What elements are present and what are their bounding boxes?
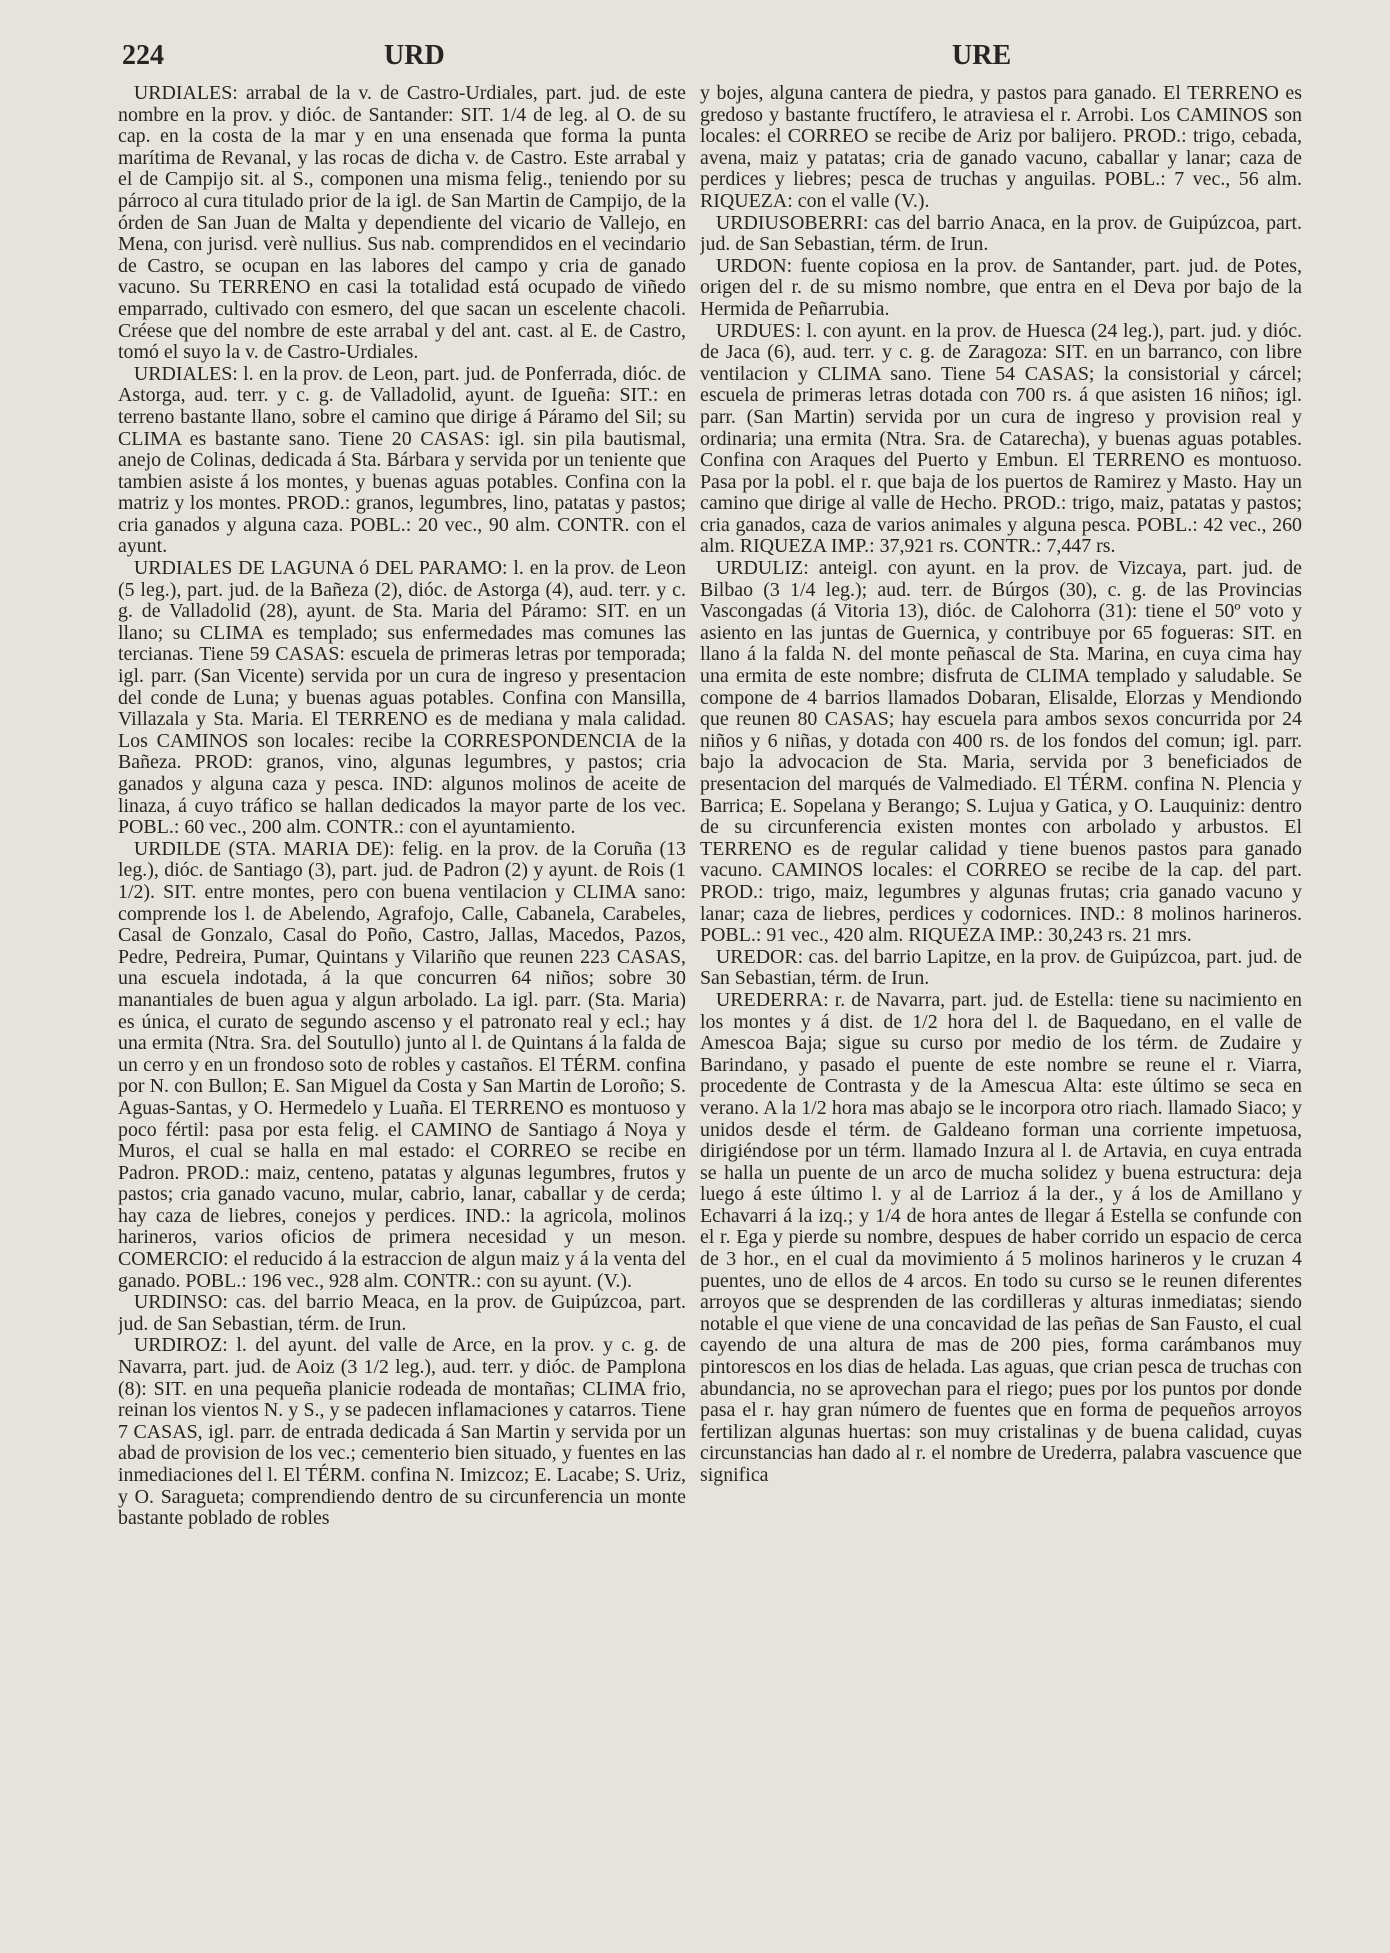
entry-urdues: URDUES: l. con ayunt. en la prov. de Huesca (24 leg.), part. jud. y dióc. de Jaca (6), aud. terr. y c. g. de Zaragoza: SIT. en un barranco, con libre ventilacion y CLIMA sano. Tiene 54 CASAS; la consistorial y cárcel; escuela de primeras letras dotada con 700 rs. á que asisten 16 niños; igl. parr. (San Martin) servida por un cura de ingreso y provision real y ordinaria; una ermita (Ntra. Sra. de Catarecha), y buenas aguas potables. Confina con Araques del Puerto y Embun. El TERRENO es montuoso. Pasa por la pobl. el r. que baja de los puertos de Ramirez y Masto. Hay un camino que dirige al valle de Hecho. PROD.: trigo, maiz, patatas y pastos; cria ganados, caza de varios animales y alguna pesca. POBL.: 42 vec., 260 alm. RIQUEZA IMP.: 37,921 rs. CONTR.: 7,447 rs.: [700, 319, 1302, 558]
page-header: [0, 40, 1390, 80]
right-running-head: URE: [952, 40, 1012, 71]
entry-urdiroz-continued: y bojes, alguna cantera de piedra, y pastos para ganado. El TERRENO es gredoso y bastante fructífero, le atraviesa el r. Arrobi. Los CAMINOS son locales: el CORREO se recibe de Ariz por balijero. PROD.: trigo, cebada, avena, maiz y patatas; cria de ganado vacuno, caballar y lanar; caza de perdices y liebres; pesca de truchas y anguilas. POBL.: 7 vec., 56 alm. RIQUEZA: con el valle (V.).: [700, 83, 1302, 212]
entry-urdiales-leon: URDIALES: l. en la prov. de Leon, part. jud. de Ponferrada, dióc. de Astorga, aud. terr. y c. g. de Valladolid, ayunt. de Igueña: SIT.: en terreno bastante llano, sobre el camino que dirige á Páramo del Sil; su CLIMA es bastante sano. Tiene 20 CASAS: igl. sin pila bautismal, anejo de Colinas, dedicada á Sta. Bárbara y servida por un teniente que tambien asiste á los montes, y buenas aguas potables. Confina con la matriz y los montes. PROD.: granos, legumbres, lino, patatas y pastos; cria ganados y alguna caza. POBL.: 20 vec., 90 alm. CONTR. con el ayunt.: [118, 362, 686, 558]
left-running-head: URD: [384, 40, 445, 71]
entry-urdiusoberri: URDIUSOBERRI: cas del barrio Anaca, en la prov. de Guipúzcoa, part. jud. de San Sebastian, térm. de Irun.: [700, 211, 1302, 256]
right-column: [700, 83, 1302, 1943]
entry-urdiales-castro: URDIALES: arrabal de la v. de Castro-Urdiales, part. jud. de este nombre en la prov. y dióc. de Santander: SIT. 1/4 de leg. al O. de su cap. en la costa de la mar y en una ensenada que forma la punta marítima de Revanal, y las rocas de dicha v. de Castro. Este arrabal y el de Campijo sit. al S., componen una misma felig., teniendo por su párroco al cura titulado prior de la igl. de San Martin de Campijo, de la órden de San Juan de Malta y dependiente del vicario de Vallejo, en Mena, con jurisd. verè nullius. Sus nab. comprendidos en el vecindario de Castro, se ocupan en las labores del campo y cria de ganado vacuno. Su TERRENO en casi la totalidad está ocupado de viñedo emparrado, cultivado con esmero, del que sacan un escelente chacoli. Créese que del nombre de este arrabal y del ant. cast. al E. de Castro, tomó el suyo la v. de Castro-Urdiales.: [118, 83, 686, 364]
entry-urdinso: URDINSO: cas. del barrio Meaca, en la prov. de Guipúzcoa, part. jud. de San Sebastian, térm. de Irun.: [118, 1291, 686, 1335]
entry-urdilde: URDILDE (STA. MARIA DE): felig. en la prov. de la Coruña (13 leg.), dióc. de Santiago (3), part. jud. de Padron (2) y ayunt. de Rois (1 1/2). SIT. entre montes, pero con buena ventilacion y CLIMA sano: comprende los l. de Abelendo, Agrafojo, Calle, Cabanela, Carabeles, Casal de Gonzalo, Casal do Poño, Castro, Jallas, Macedos, Pazos, Pedre, Pedreira, Pumar, Quintans y Vilariño que reunen 223 CASAS, una escuela indotada, á la que concurren 64 niños; sobre 30 manantiales de buen agua y algun arbolado. La igl. parr. (Sta. Maria) es única, el curato de segundo ascenso y el patronato real y ecl.; hay una ermita (Ntra. Sra. del Soutullo) junto al l. de Quintans á la falda de un cerro y en un frondoso soto de robles y castaños. El TÉRM. confina por N. con Bullon; E. San Miguel da Costa y San Martin de Loroño; S. Aguas-Santas, y O. Hermedelo y Luaña. El TERRENO es montuoso y poco fértil: pasa por esta felig. el CAMINO de Santiago á Noya y Muros, el cual se halla en mal estado: el CORREO se recibe en Padron. PROD.: maiz, centeno, patatas y algunas legumbres, frutos y pastos; cria ganado vacuno, mular, cabrio, lanar, caballar y de cerda; hay caza de liebres, conejos y perdices. IND.: la agricola, molinos harineros, varios oficios de primera necesidad y un meson. COMERCIO: el reducido á la estraccion de algun maiz y á la venta del ganado. POBL.: 196 vec., 928 alm. CONTR.: con su ayunt. (V.).: [118, 837, 686, 1292]
entry-urederra: UREDERRA: r. de Navarra, part. jud. de Estella: tiene su nacimiento en los montes y á dist. de 1/2 hora del l. de Baquedano, en el valle de Amescoa Baja; sigue su curso por medio de los térm. de Zudaire y Barindano, y pasado el puente de este nombre se reune el r. Viarra, procedente de Contrasta y de la Amescua Alta: este último se seca en verano. A la 1/2 hora mas abajo se le incorpora otro riach. llamado Siaco; y unidos desde el térm. de Galdeano forman una corriente impetuosa, dirigiéndose por un térm. llamado Inzura al l. de Artavia, en cuya entrada se halla un puente de un arco de mucha solidez y buena estructura: deja luego á este último l. y al de Larrioz á la der., y á los de Amillano y Echavarri á la izq.; y 1/4 de hora antes de llegar á Estella se confunde con el r. Ega y pierde su nombre, despues de haber corrido un espacio de cerca de 3 hor., en el cual da movimiento á 5 molinos harineros y le cruzan 4 puentes, uno de ellos de 4 arcos. En todo su curso se le reunen diferentes arroyos que se desprenden de las cordilleras y alturas inmediatas; siendo notable el que viene de una concavidad de las peñas de San Fausto, el cual cayendo de una altura de mas de 200 pies, forma carámbanos muy pintorescos en los dias de helada. Las aguas, que crian pesca de truchas con abundancia, no se aprovechan para el riego; pues por los puntos por donde pasa el r. hay gran número de fuentes que en forma de pequeños arroyos fertilizan algunas huertas: son muy cristalinas y de buena calidad, cuyas circunstancias han dado al r. el nombre de Urederra, palabra vascuence que significa: [700, 988, 1302, 1486]
entry-urduliz: URDULIZ: anteigl. con ayunt. en la prov. de Vizcaya, part. jud. de Bilbao (3 1/4 leg.); aud. terr. de Búrgos (30), c. g. de las Provincias Vascongadas (á Vitoria 13), dióc. de Calohorra (31): tiene el 50º voto y asiento en las juntas de Guernica, y contribuye por 65 fogueras: SIT. en llano á la falda N. del monte peñascal de Sta. Marina, en cuya cima hay una ermita de este nombre; disfruta de CLIMA templado y saludable. Se compone de 4 barrios llamados Dobaran, Elisalde, Elorzas y Mendiondo que reunen 80 CASAS; hay escuela para ambos sexos concurrida por 24 niños y 6 niñas, y dotada con 400 rs. de los fondos del comun; igl. parr. bajo la advocacion de Sta. Maria, servida por 3 beneficiados de presentacion del marqués de Valmediado. El TÉRM. confina N. Plencia y Barrica; E. Sopelana y Berango; S. Lujua y Gatica, y O. Lauquiniz: dentro de su circunferencia existen montes con arbolado y arbustos. El TERRENO es de regular calidad y tiene buenos pastos para ganado vacuno. CAMINOS locales: el CORREO se recibe de la cap. del part. PROD.: trigo, maiz, legumbres y algunas frutas; cria ganado vacuno y lanar; caza de liebres, perdices y codornices. IND.: 8 molinos harineros. POBL.: 91 vec., 420 alm. RIQUEZA IMP.: 30,243 rs. 21 mrs.: [700, 557, 1302, 947]
page-number: 224: [122, 40, 164, 71]
left-column: [118, 83, 686, 1943]
entry-urdon: URDON: fuente copiosa en la prov. de Santander, part. jud. de Potes, origen del r. de su mismo nombre, que entra en el Deva por bajo de la Hermida de Peñarrubia.: [700, 254, 1302, 320]
entry-urdiroz: URDIROZ: l. del ayunt. del valle de Arce, en la prov. y c. g. de Navarra, part. jud. de Aoiz (3 1/2 leg.), aud. terr. y dióc. de Pamplona (8): SIT. en una pequeña planicie rodeada de montañas; CLIMA frio, reinan los vientos N. y S., y se padecen inflamaciones y catarros. Tiene 7 CASAS, igl. parr. de entrada dedicada á San Martin y servida por un abad de provision de los vec.; cementerio bien situado, y fuentes en las inmediaciones del l. El TÉRM. confina N. Imizcoz; E. Lacabe; S. Uriz, y O. Saragueta; comprendiendo dentro de su circunferencia un monte bastante poblado de robles: [118, 1334, 686, 1530]
entry-uredor: UREDOR: cas. del barrio Lapitze, en la prov. de Guipúzcoa, part. jud. de San Sebastian, térm. de Irun.: [700, 945, 1302, 990]
entry-urdiales-de-laguna: URDIALES DE LAGUNA ó DEL PARAMO: l. en la prov. de Leon (5 leg.), part. jud. de la Bañeza (2), dióc. de Astorga (4), aud. terr. y c. g. de Valladolid (28), ayunt. de Sta. Maria del Páramo: SIT. en un llano; su CLIMA es templado; sus enfermedades mas comunes las tercianas. Tiene 59 CASAS: escuela de primeras letras por temporada; igl. parr. (San Vicente) servida por un cura de ingreso y presentacion del conde de Luna; y buenas aguas potables. Confina con Mansilla, Villazala y Sta. Maria. El TERRENO es de mediana y mala calidad. Los CAMINOS son locales: recibe la CORRESPONDENCIA de la Bañeza. PROD: granos, vino, algunas legumbres, y pastos; cria ganados y alguna caza y pesca. IND: algunos molinos de aceite de linaza, á cuyo tráfico se hallan dedicados la mayor parte de los vec. POBL.: 60 vec., 200 alm. CONTR.: con el ayuntamiento.: [118, 557, 686, 839]
